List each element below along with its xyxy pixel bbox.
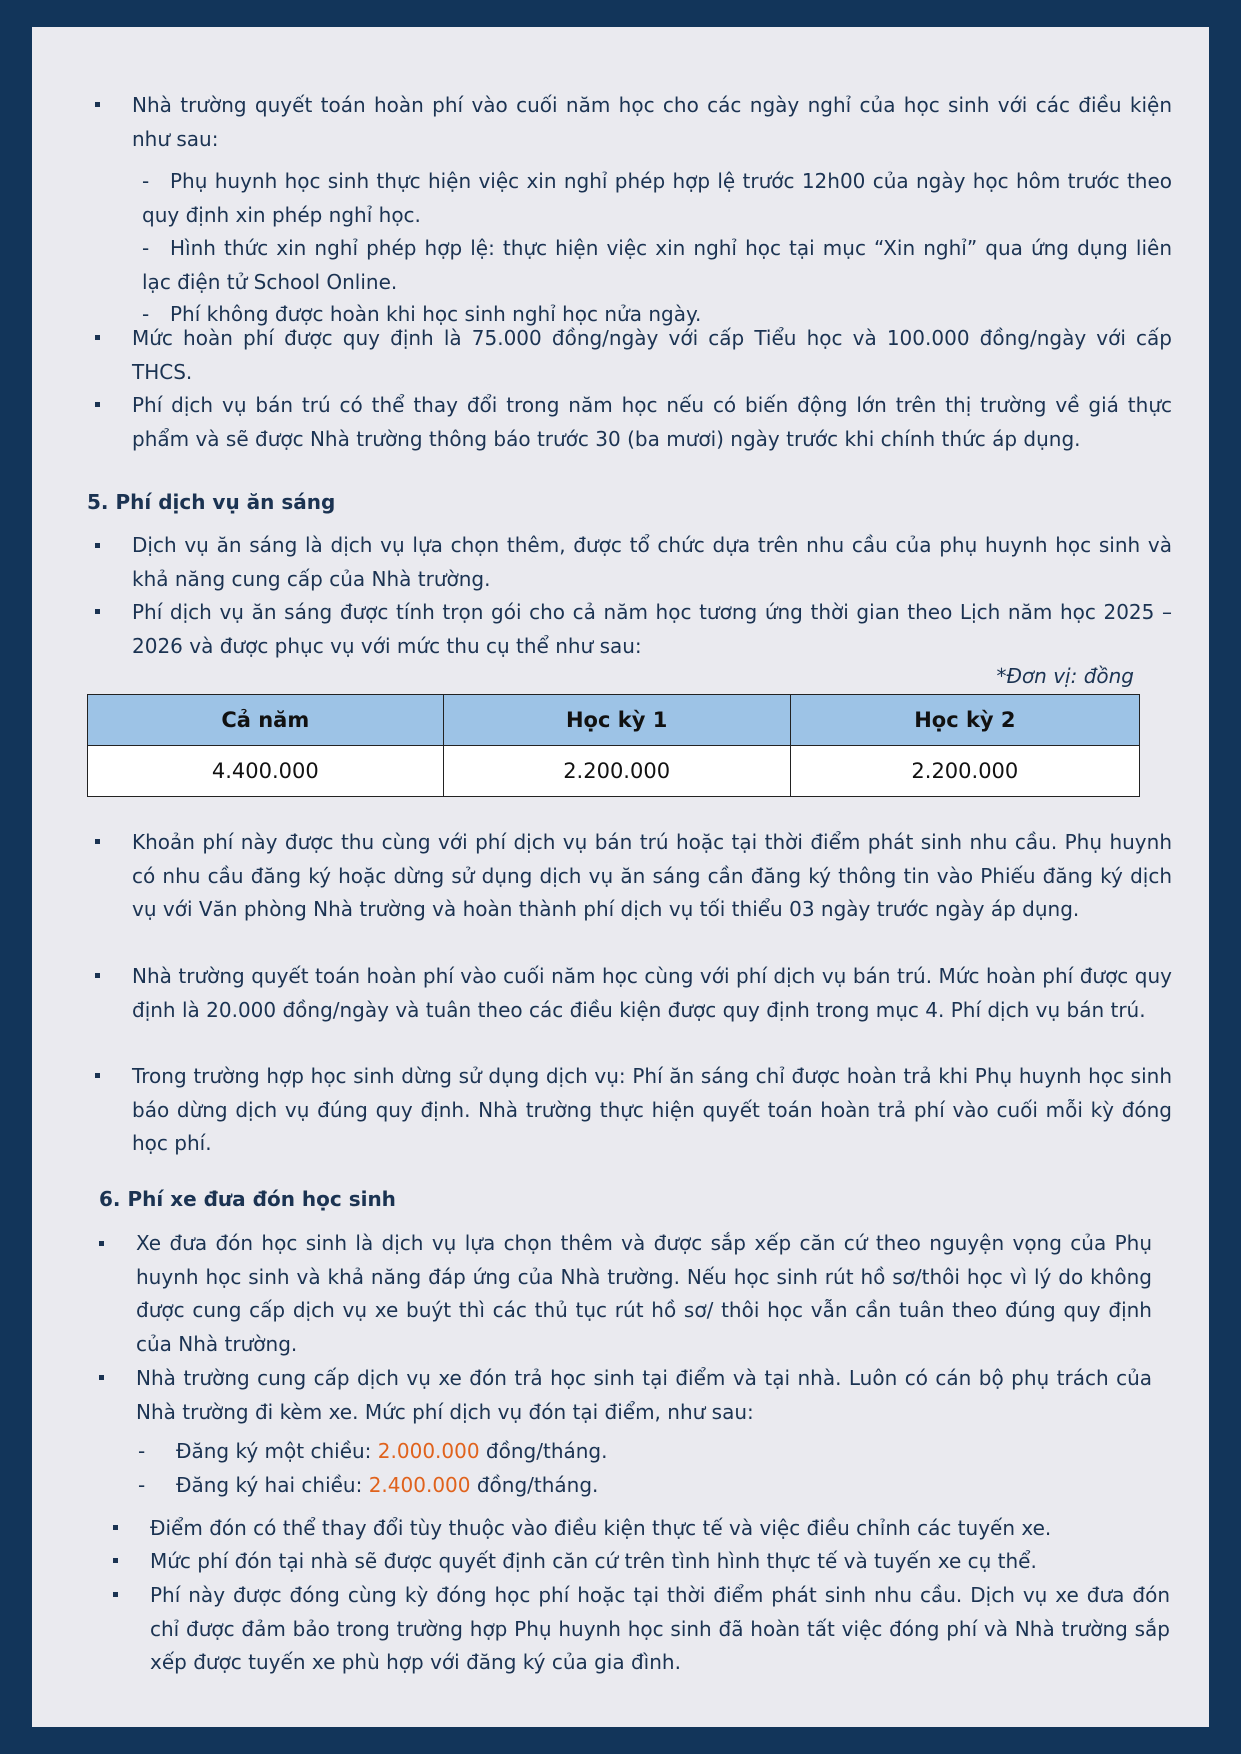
table-header-row [88, 695, 1140, 746]
document-page [32, 27, 1209, 1727]
dash-marker: - [138, 1439, 146, 1463]
section-6-heading: 6. Phí xe đưa đón học sinh [99, 1187, 396, 1211]
bullet-marker [95, 609, 100, 614]
breakfast-fee-table [87, 694, 1140, 797]
bullet-marker [95, 102, 100, 107]
leave-method-text: Hình thức xin nghỉ phép hợp lệ: thực hiện việc xin nghỉ học tại mục “Xin nghỉ” qua ứng dụng liên lạc điện tử School Online. [142, 236, 1172, 294]
bullet-marker [99, 1241, 104, 1246]
bullet-marker [113, 1525, 118, 1530]
breakfast-intro-text: Dịch vụ ăn sáng là dịch vụ lựa chọn thêm, được tổ chức dựa trên nhu cầu của phụ huynh học sinh và khả năng cung cấp của Nhà trường. [132, 533, 1172, 591]
bullet-marker [113, 1558, 118, 1563]
bullet-marker [113, 1592, 118, 1597]
table-cell: 2.200.000 [790, 746, 1139, 797]
breakfast-refund-text: Nhà trường quyết toán hoàn phí vào cuối năm học cùng với phí dịch vụ bán trú. Mức hoàn phí được quy định là 20.000 đồng/ngày và tuân theo các điều kiện được quy định trong mục 4. Phí dịch vụ bán trú. [132, 964, 1172, 1022]
dash-marker: - [142, 302, 150, 326]
one-way-unit: đồng/tháng. [479, 1439, 608, 1463]
section-5-heading: 5. Phí dịch vụ ăn sáng [87, 490, 336, 514]
bus-service-text: Nhà trường cung cấp dịch vụ xe đón trả học sinh tại điểm và tại nhà. Luôn có cán bộ phụ trách của Nhà trường đi kèm xe. Mức phí dịch vụ đón tại điểm, như sau: [136, 1366, 1152, 1424]
refund-conditions-text: Nhà trường quyết toán hoàn phí vào cuối năm học cho các ngày nghỉ của học sinh với các điều kiện như sau: [132, 93, 1172, 151]
home-pickup-text: Mức phí đón tại nhà sẽ được quyết định căn cứ trên tình hình thực tế và tuyến xe cụ thể. [150, 1549, 1037, 1573]
fee-change-text: Phí dịch vụ bán trú có thể thay đổi trong năm học nếu có biến động lớn trên thị trường về giá thực phẩm và sẽ được Nhà trường thông báo trước 30 (ba mươi) ngày trước khi chính thức áp dụng. [132, 393, 1172, 451]
table-cell: 4.400.000 [88, 746, 444, 797]
bullet-marker [95, 402, 100, 407]
unit-note: *Đơn vị: đồng [996, 664, 1134, 688]
breakfast-package-text: Phí dịch vụ ăn sáng được tính trọn gói cho cả năm học tương ứng thời gian theo Lịch năm học 2025 – 2026 và được phục vụ với mức thu cụ thể như sau: [132, 600, 1172, 658]
dash-marker: - [142, 169, 150, 193]
leave-deadline-text: Phụ huynh học sinh thực hiện việc xin nghỉ phép hợp lệ trước 12h00 của ngày học hôm trước theo quy định xin phép nghỉ học. [142, 169, 1172, 227]
two-way-label: Đăng ký hai chiều: [176, 1473, 369, 1497]
bullet-marker [95, 839, 100, 844]
table-header-cell: Học kỳ 1 [443, 695, 790, 746]
bus-payment-text: Phí này được đóng cùng kỳ đóng học phí hoặc tại thời điểm phát sinh nhu cầu. Dịch vụ xe đưa đón chỉ được đảm bảo trong trường hợp Phụ huynh học sinh đã hoàn tất việc đóng phí và Nhà trường sắp xếp được tuyến xe phù hợp với đăng ký của gia đình. [150, 1583, 1170, 1674]
table-header-cell: Cả năm [88, 695, 444, 746]
pickup-point-text: Điểm đón có thể thay đổi tùy thuộc vào điều kiện thực tế và việc điều chỉnh các tuyến xe. [150, 1516, 1052, 1540]
half-day-text: Phí không được hoàn khi học sinh nghỉ học nửa ngày. [170, 302, 702, 326]
breakfast-payment-text: Khoản phí này được thu cùng với phí dịch vụ bán trú hoặc tại thời điểm phát sinh nhu cầu. Phụ huynh có nhu cầu đăng ký hoặc dừng sử dụng dịch vụ ăn sáng cần đăng ký thông tin vào Phiếu đăng ký dịch vụ với Văn phòng Nhà trường và hoàn thành phí dịch vụ tối thiểu 03 ngày trước ngày áp dụng. [132, 830, 1172, 921]
two-way-unit: đồng/tháng. [470, 1473, 599, 1497]
bullet-marker [99, 1375, 104, 1380]
bullet-marker [95, 543, 100, 548]
dash-marker: - [142, 236, 150, 260]
dash-marker: - [138, 1473, 146, 1497]
one-way-label: Đăng ký một chiều: [176, 1439, 378, 1463]
one-way-amount: 2.000.000 [377, 1439, 480, 1463]
bullet-marker [95, 973, 100, 978]
refund-rate-text: Mức hoàn phí được quy định là 75.000 đồng/ngày với cấp Tiểu học và 100.000 đồng/ngày với cấp THCS. [132, 326, 1172, 384]
two-way-amount: 2.400.000 [368, 1473, 471, 1497]
table-header-cell: Học kỳ 2 [790, 695, 1139, 746]
table-cell: 2.200.000 [443, 746, 790, 797]
two-way-fee [176, 1469, 1076, 1503]
bus-intro-text: Xe đưa đón học sinh là dịch vụ lựa chọn thêm và được sắp xếp căn cứ theo nguyện vọng của Phụ huynh học sinh và khả năng đáp ứng của Nhà trường. Nếu học sinh rút hồ sơ/thôi học vì lý do không được cung cấp dịch vụ xe buýt thì các thủ tục rút hồ sơ/ thôi học vẫn cần tuân theo đúng quy định của Nhà trường. [136, 1231, 1152, 1356]
bullet-marker [95, 335, 100, 340]
breakfast-stop-text: Trong trường hợp học sinh dừng sử dụng dịch vụ: Phí ăn sáng chỉ được hoàn trả khi Phụ huynh học sinh báo dừng dịch vụ đúng quy định. Nhà trường thực hiện quyết toán hoàn trả phí vào cuối mỗi kỳ đóng học phí. [132, 1064, 1172, 1155]
bullet-marker [95, 1073, 100, 1078]
table-row [88, 746, 1140, 797]
one-way-fee [176, 1435, 1076, 1469]
